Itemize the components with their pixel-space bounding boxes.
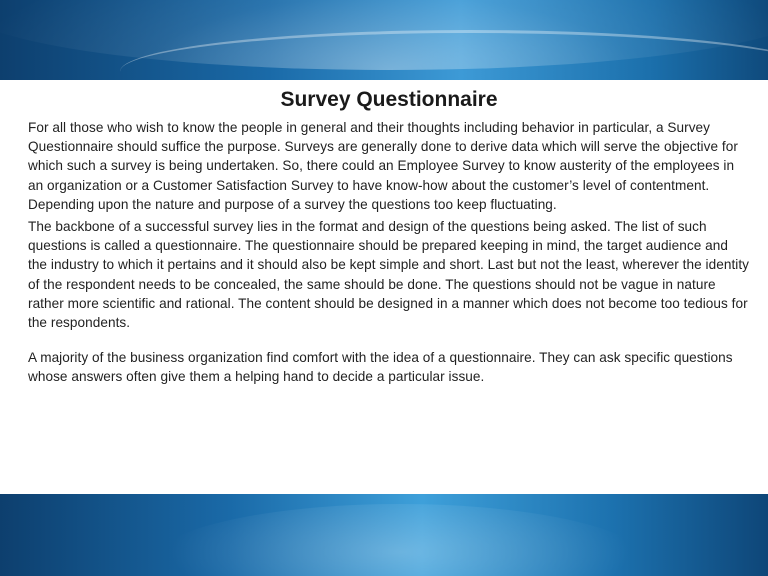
paragraph-backbone: The backbone of a successful survey lies in the format and design of the questions being asked. The list of such questions is called a questionnaire. The questionnaire should be prepared keeping in mind, the target audience and the industry to which it pertains and it should also be kept simple and short. Last but not the least, wherever the identity of the respondent needs to be concealed, the same should be done. The questions should not be vague in nature rather more scientific and rational. The content should be designed in a manner which does not become too tedious for the respondents. [28, 219, 750, 331]
paragraph-intro: For all those who wish to know the people in general and their thoughts including behavior in particular, a Survey Questionnaire should suffice the purpose. Surveys are generally done to derive data which will serve the objective for which such a survey is being undertaken. So, there could an Employee Survey to know austerity of the employees in an organization or a Customer Satisfaction Survey to have know-how about the customer’s level of contentment. Depending upon the nature and purpose of a survey the questions too keep fluctuating. [28, 120, 738, 212]
top-decorative-banner [0, 0, 768, 80]
slide-content [28, 82, 750, 492]
bottom-decorative-banner [0, 494, 768, 576]
paragraph-business: A majority of the business organization find comfort with the idea of a questionnaire. They can ask specific questions whose answers often give them a helping hand to decide a particular issue. [28, 350, 733, 385]
slide-title: Survey Questionnaire [280, 88, 498, 111]
banner-glow [150, 504, 650, 576]
